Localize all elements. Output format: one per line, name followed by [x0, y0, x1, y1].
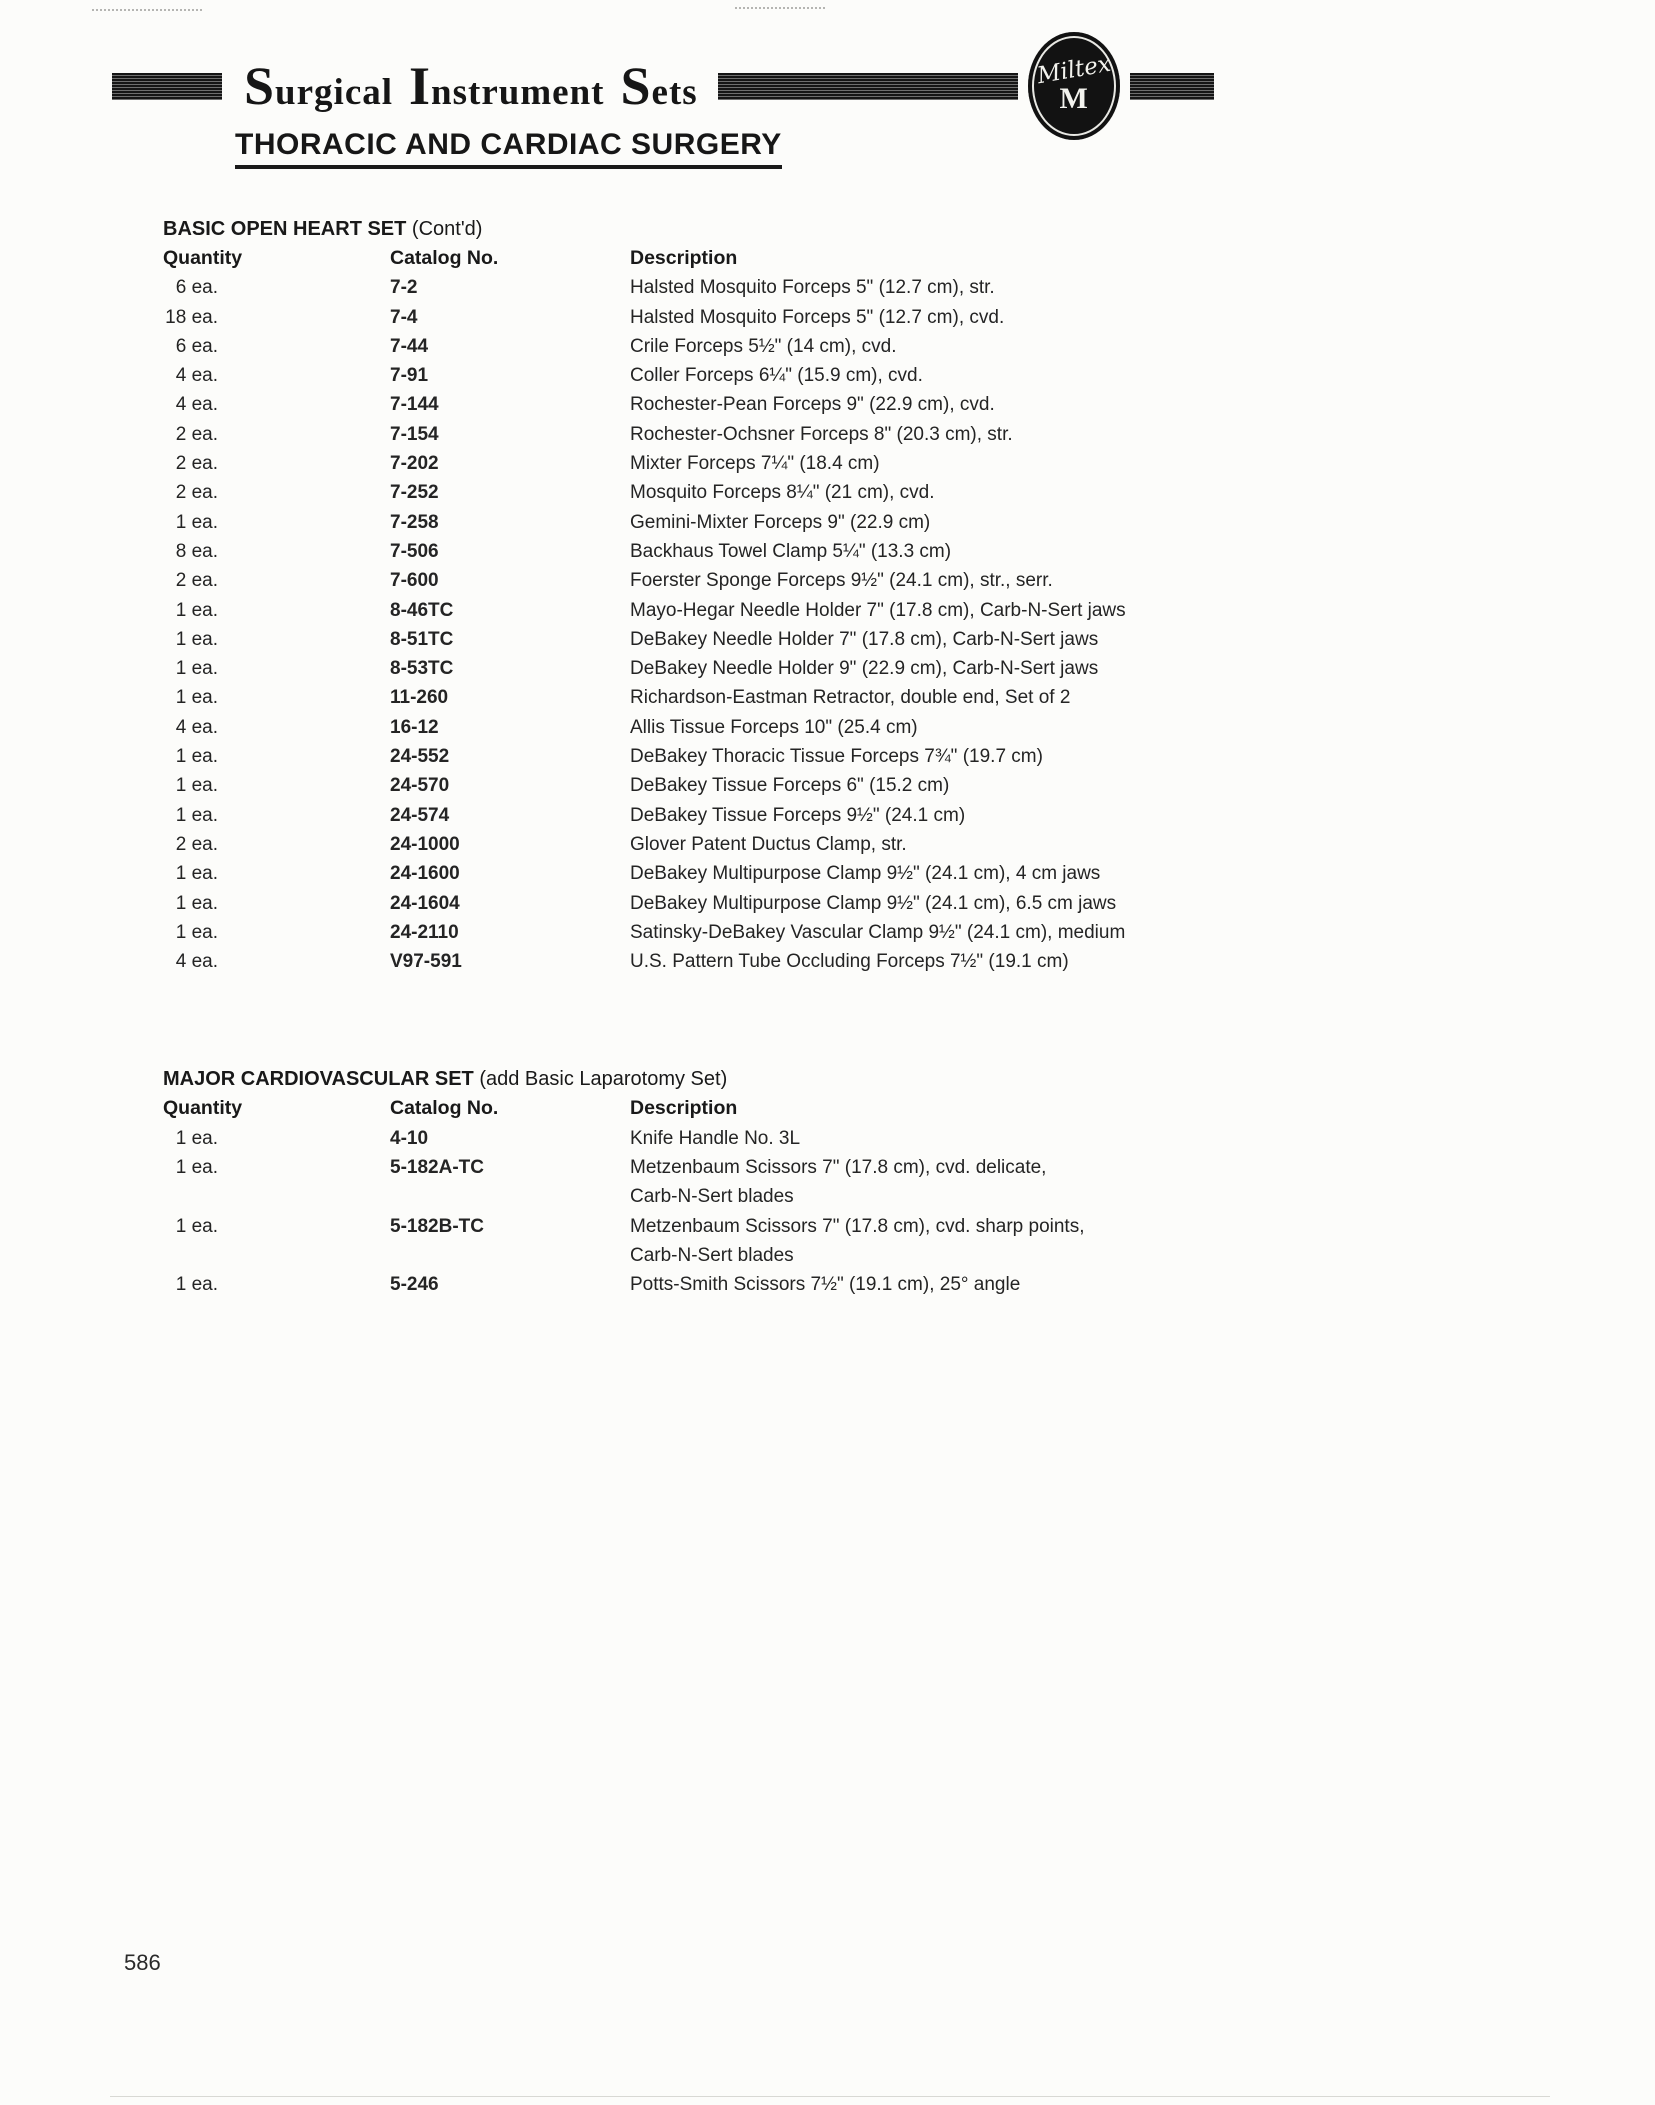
description-cell	[630, 771, 1493, 800]
scan-artifact	[110, 2096, 1550, 2097]
quantity-cell	[163, 1270, 390, 1299]
table-row	[163, 713, 1493, 742]
table-row	[163, 889, 1493, 918]
set-title-text: MAJOR CARDIOVASCULAR SET	[163, 1068, 474, 1091]
quantity-cell	[163, 273, 390, 302]
catalog-number-cell: 8-51TC	[390, 628, 454, 650]
column-header-qty: Quantity	[163, 247, 243, 269]
description-cell	[630, 361, 1493, 390]
description-cell	[630, 449, 1493, 478]
description-cell	[630, 478, 1493, 507]
set-title	[163, 214, 1493, 244]
catalog-number-cell: 7-91	[390, 365, 429, 387]
quantity-value: 8 ea.	[175, 540, 218, 562]
decorative-stripe-bar-right	[1130, 73, 1214, 100]
quantity-value: 1 ea.	[175, 775, 218, 797]
column-header-qty: Quantity	[163, 1097, 243, 1120]
description-cell	[630, 918, 1493, 947]
description-cell	[630, 420, 1493, 449]
description-cell	[630, 508, 1493, 537]
description-cell	[630, 566, 1493, 595]
table-row	[163, 801, 1493, 830]
catalog-number-cell: 24-1600	[390, 863, 460, 885]
catalog-number-cell: 8-53TC	[390, 658, 454, 680]
description-line: Coller Forceps 6¼" (15.9 cm), cvd.	[630, 365, 923, 387]
quantity-value: 1 ea.	[175, 1215, 218, 1237]
table-row	[163, 859, 1493, 888]
description-cell	[630, 1124, 1493, 1153]
quantity-cell	[163, 713, 390, 742]
description-line: Satinsky-DeBakey Vascular Clamp 9½" (24.1 cm), medium	[630, 921, 1126, 943]
description-cell	[630, 713, 1493, 742]
quantity-cell	[163, 332, 390, 361]
table-row	[163, 1124, 1493, 1153]
catalog-number-cell: 24-570	[390, 775, 450, 797]
scan-artifact	[735, 7, 825, 9]
description-line: Crile Forceps 5½" (14 cm), cvd.	[630, 335, 897, 357]
catalog-number-cell: 8-46TC	[390, 599, 454, 621]
table-row	[163, 596, 1493, 625]
quantity-cell	[163, 508, 390, 537]
catalog-number-cell: 24-552	[390, 746, 450, 768]
quantity-value: 1 ea.	[175, 921, 218, 943]
page-number: 586	[124, 1950, 161, 1975]
set-title-text: BASIC OPEN HEART SET	[163, 218, 407, 240]
quantity-value: 4 ea.	[175, 365, 218, 387]
quantity-cell	[163, 303, 390, 332]
quantity-cell	[163, 918, 390, 947]
catalog-number-cell: 7-44	[390, 335, 429, 357]
description-cell	[630, 625, 1493, 654]
quantity-cell	[163, 625, 390, 654]
description-cell	[630, 889, 1493, 918]
quantity-value: 4 ea.	[175, 716, 218, 738]
quantity-cell	[163, 420, 390, 449]
quantity-value: 1 ea.	[175, 687, 218, 709]
instrument-set-section	[163, 214, 1493, 976]
description-cell	[630, 537, 1493, 566]
page-title: THORACIC AND CARDIAC SURGERY	[235, 128, 782, 169]
quantity-cell	[163, 801, 390, 830]
quantity-value: 1 ea.	[175, 804, 218, 826]
description-line: Metzenbaum Scissors 7" (17.8 cm), cvd. delicate,	[630, 1157, 1047, 1179]
table-row	[163, 742, 1493, 771]
quantity-value: 1 ea.	[175, 511, 218, 533]
table-row	[163, 537, 1493, 566]
description-line: Glover Patent Ductus Clamp, str.	[630, 833, 907, 855]
catalog-number-cell: 7-2	[390, 277, 418, 299]
table-row	[163, 918, 1493, 947]
catalog-number-cell: 7-144	[390, 394, 439, 416]
description-cell	[630, 947, 1493, 976]
quantity-value: 1 ea.	[175, 863, 218, 885]
description-cell	[630, 1212, 1493, 1271]
header-title	[244, 55, 698, 117]
catalog-number-cell: 7-202	[390, 453, 439, 475]
quantity-value: 6 ea.	[175, 335, 218, 357]
description-line: Metzenbaum Scissors 7" (17.8 cm), cvd. sharp points,	[630, 1215, 1085, 1237]
header-title-word: Sets	[620, 56, 698, 116]
quantity-cell	[163, 830, 390, 859]
table-row	[163, 1212, 1493, 1271]
catalog-number-cell: 7-4	[390, 306, 418, 328]
table-row	[163, 683, 1493, 712]
description-line: DeBakey Multipurpose Clamp 9½" (24.1 cm), 6.5 cm jaws	[630, 892, 1117, 914]
table-row	[163, 1270, 1493, 1299]
quantity-value: 1 ea.	[175, 746, 218, 768]
table-row	[163, 508, 1493, 537]
quantity-cell	[163, 947, 390, 976]
quantity-value: 2 ea.	[175, 833, 218, 855]
description-cell	[630, 303, 1493, 332]
catalog-number-cell: 11-260	[390, 687, 449, 709]
description-line: Carb-N-Sert blades	[630, 1186, 794, 1208]
table-row	[163, 566, 1493, 595]
column-header-cat: Catalog No.	[390, 1097, 499, 1120]
column-header-desc: Description	[630, 247, 738, 269]
catalog-number-cell: 24-1000	[390, 833, 460, 855]
table-header-row	[163, 244, 1493, 273]
catalog-number-cell: 16-12	[390, 716, 439, 738]
quantity-cell	[163, 566, 390, 595]
catalog-number-cell: 5-182B-TC	[390, 1215, 484, 1237]
set-title-suffix: (add Basic Laparotomy Set)	[479, 1068, 728, 1091]
description-cell	[630, 390, 1493, 419]
description-line: Carb-N-Sert blades	[630, 1244, 794, 1266]
decorative-stripe-bar-middle	[718, 73, 1018, 100]
quantity-cell	[163, 683, 390, 712]
quantity-cell	[163, 390, 390, 419]
quantity-cell	[163, 654, 390, 683]
table-row	[163, 449, 1493, 478]
quantity-cell	[163, 859, 390, 888]
description-line: DeBakey Needle Holder 9" (22.9 cm), Carb-N-Sert jaws	[630, 658, 1099, 680]
description-cell	[630, 332, 1493, 361]
description-line: DeBakey Multipurpose Clamp 9½" (24.1 cm), 4 cm jaws	[630, 863, 1101, 885]
catalog-number-cell: 7-258	[390, 511, 439, 533]
catalog-number-cell: V97-591	[390, 951, 462, 973]
sets-container	[163, 214, 1493, 1300]
header-title-word: Surgical	[244, 56, 394, 116]
description-line: DeBakey Tissue Forceps 9½" (24.1 cm)	[630, 804, 966, 826]
quantity-value: 1 ea.	[175, 1157, 218, 1179]
masthead	[112, 30, 1214, 142]
quantity-cell	[163, 449, 390, 478]
description-cell	[630, 683, 1493, 712]
column-header-cat: Catalog No.	[390, 247, 499, 269]
description-line: Potts-Smith Scissors 7½" (19.1 cm), 25° angle	[630, 1274, 1021, 1296]
table-row	[163, 420, 1493, 449]
description-cell	[630, 654, 1493, 683]
catalog-number-cell: 24-1604	[390, 892, 460, 914]
quantity-value: 1 ea.	[175, 892, 218, 914]
table-row	[163, 1153, 1493, 1212]
quantity-cell	[163, 1212, 390, 1271]
quantity-value: 6 ea.	[175, 277, 218, 299]
description-line: Mosquito Forceps 8¼" (21 cm), cvd.	[630, 482, 935, 504]
catalog-number-cell: 4-10	[390, 1127, 429, 1149]
description-line: Halsted Mosquito Forceps 5" (12.7 cm), str.	[630, 277, 995, 299]
miltex-logo	[1028, 32, 1120, 140]
set-title-suffix: (Cont'd)	[411, 218, 483, 240]
table-row	[163, 332, 1493, 361]
description-cell	[630, 1270, 1493, 1299]
description-line: DeBakey Tissue Forceps 6" (15.2 cm)	[630, 775, 950, 797]
table-row	[163, 361, 1493, 390]
description-line: Gemini-Mixter Forceps 9" (22.9 cm)	[630, 511, 931, 533]
quantity-value: 2 ea.	[175, 423, 218, 445]
table-row	[163, 947, 1493, 976]
quantity-cell	[163, 361, 390, 390]
description-line: Backhaus Towel Clamp 5¼" (13.3 cm)	[630, 540, 952, 562]
description-cell	[630, 830, 1493, 859]
table-row	[163, 771, 1493, 800]
catalog-number-cell: 5-182A-TC	[390, 1157, 484, 1179]
quantity-value: 2 ea.	[175, 482, 218, 504]
table-header-row	[163, 1094, 1493, 1123]
catalog-number-cell: 7-506	[390, 540, 439, 562]
table-row	[163, 478, 1493, 507]
table-row	[163, 830, 1493, 859]
quantity-cell	[163, 742, 390, 771]
description-line: Rochester-Pean Forceps 9" (22.9 cm), cvd.	[630, 394, 995, 416]
quantity-cell	[163, 889, 390, 918]
quantity-value: 1 ea.	[175, 1127, 218, 1149]
set-title	[163, 1064, 1493, 1094]
quantity-value: 18 ea.	[165, 306, 218, 328]
quantity-cell	[163, 596, 390, 625]
scan-artifact	[92, 9, 202, 11]
quantity-value: 1 ea.	[175, 628, 218, 650]
catalog-number-cell: 7-154	[390, 423, 439, 445]
miltex-logo-monogram: M	[1059, 81, 1088, 115]
quantity-value: 1 ea.	[175, 599, 218, 621]
description-cell	[630, 801, 1493, 830]
quantity-cell	[163, 478, 390, 507]
miltex-logo-script: Miltex	[1034, 50, 1113, 89]
catalog-number-cell: 7-252	[390, 482, 439, 504]
catalog-number-cell: 24-574	[390, 804, 450, 826]
quantity-value: 4 ea.	[175, 951, 218, 973]
quantity-cell	[163, 771, 390, 800]
quantity-value: 2 ea.	[175, 570, 218, 592]
table-row	[163, 303, 1493, 332]
description-line: Allis Tissue Forceps 10" (25.4 cm)	[630, 716, 918, 738]
decorative-stripe-bar-left	[112, 73, 222, 100]
catalog-number-cell: 24-2110	[390, 921, 459, 943]
description-line: Foerster Sponge Forceps 9½" (24.1 cm), str., serr.	[630, 570, 1053, 592]
quantity-cell	[163, 537, 390, 566]
description-line: Mixter Forceps 7¼" (18.4 cm)	[630, 453, 880, 475]
description-line: DeBakey Needle Holder 7" (17.8 cm), Carb-N-Sert jaws	[630, 628, 1099, 650]
description-line: Knife Handle No. 3L	[630, 1127, 801, 1149]
quantity-value: 2 ea.	[175, 453, 218, 475]
instrument-set-section	[163, 1064, 1493, 1299]
quantity-value: 1 ea.	[175, 1274, 218, 1296]
table-row	[163, 273, 1493, 302]
quantity-cell	[163, 1153, 390, 1212]
quantity-value: 1 ea.	[175, 658, 218, 680]
column-header-desc: Description	[630, 1097, 738, 1120]
table-row	[163, 625, 1493, 654]
description-cell	[630, 273, 1493, 302]
header-title-word: Instrument	[409, 56, 605, 116]
quantity-cell	[163, 1124, 390, 1153]
catalog-number-cell: 7-600	[390, 570, 439, 592]
table-row	[163, 654, 1493, 683]
description-cell	[630, 1153, 1493, 1212]
description-cell	[630, 742, 1493, 771]
description-cell	[630, 596, 1493, 625]
description-line: Halsted Mosquito Forceps 5" (12.7 cm), cvd.	[630, 306, 1005, 328]
description-line: Mayo-Hegar Needle Holder 7" (17.8 cm), Carb-N-Sert jaws	[630, 599, 1126, 621]
description-line: U.S. Pattern Tube Occluding Forceps 7½" (19.1 cm)	[630, 951, 1069, 973]
table-row	[163, 390, 1493, 419]
quantity-value: 4 ea.	[175, 394, 218, 416]
description-line: Richardson-Eastman Retractor, double end, Set of 2	[630, 687, 1071, 709]
description-line: DeBakey Thoracic Tissue Forceps 7¾" (19.7 cm)	[630, 746, 1043, 768]
description-cell	[630, 859, 1493, 888]
description-line: Rochester-Ochsner Forceps 8" (20.3 cm), str.	[630, 423, 1013, 445]
catalog-number-cell: 5-246	[390, 1274, 439, 1296]
